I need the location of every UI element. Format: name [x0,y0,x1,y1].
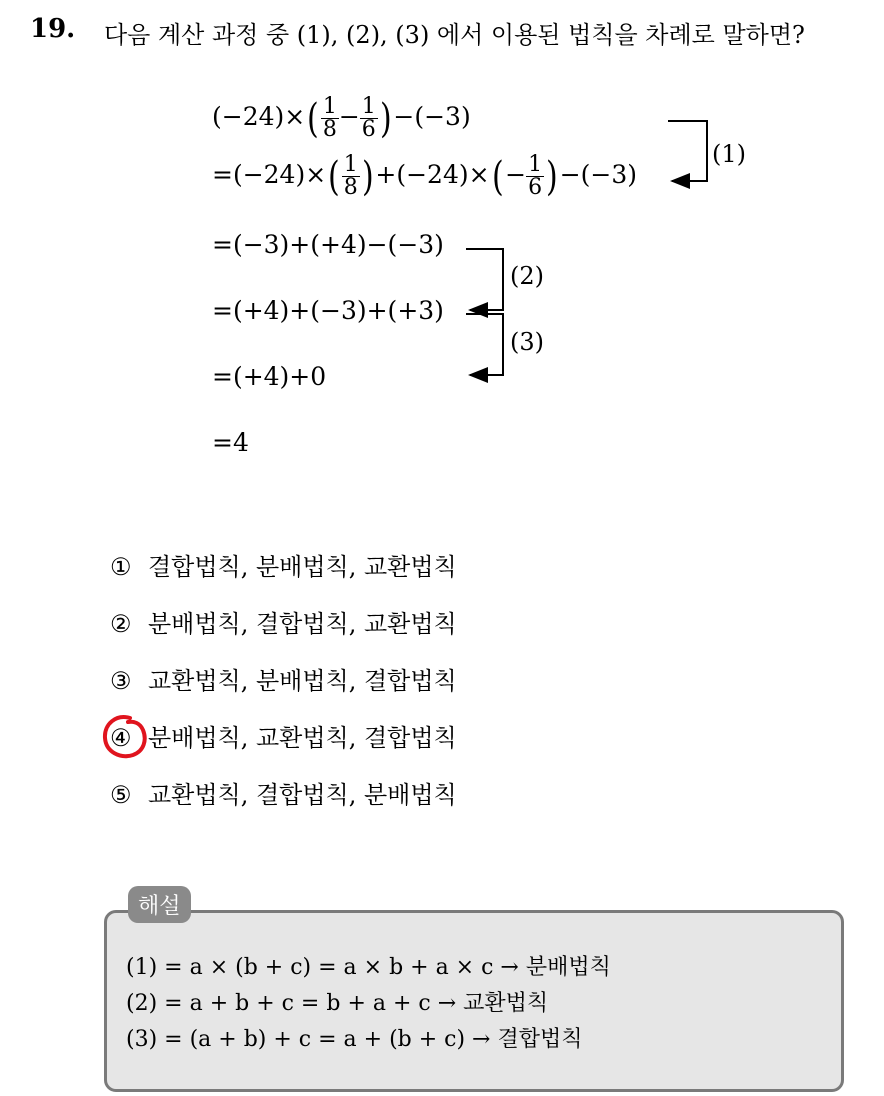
calc-line-3: =(−3)+(+4)−(−3) [212,230,444,259]
choice-2[interactable]: ② 분배법칙, 결합법칙, 교환법칙 [110,610,457,638]
choice-5[interactable]: ⑤ 교환법칙, 결합법칙, 분배법칙 [110,781,457,809]
solution-tag: 해설 [128,886,191,923]
choice-3[interactable]: ③ 교환법칙, 분배법칙, 결합법칙 [110,667,457,695]
arrow-step-2 [466,249,503,310]
fraction-1-8: $\frac{1}{8}$ [322,94,337,142]
answer-circle-icon [100,712,152,762]
fraction-1-6: $\frac{1}{6}$ [528,152,543,200]
calc-line-2: =(−24)×( $\frac{1}{8}$ )+(−24)×(− $\frac{1}{6}$ )−(−3) [212,152,638,200]
fraction-1-8: $\frac{1}{8}$ [343,152,358,200]
choice-4[interactable]: ④ 분배법칙, 교환법칙, 결합법칙 [110,724,457,752]
fraction-1-6: $\frac{1}{6}$ [361,94,376,142]
calc-line-6: =4 [212,428,249,457]
step-arrows [0,0,884,520]
step-label-3: (3) [510,328,544,356]
choice-1[interactable]: ① 결합법칙, 분배법칙, 교환법칙 [110,553,457,581]
calc-line-4: =(+4)+(−3)+(+3) [212,296,444,325]
step-label-1: (1) [712,140,746,168]
arrow-step-1 [668,121,707,181]
step-label-2: (2) [510,262,544,290]
solution-line-1: (1) = a × (b + c) = a × b + a × c → 분배법칙 [126,955,611,980]
question-text: 다음 계산 과정 중 (1), (2), (3) 에서 이용된 법칙을 차례로 말하면? [104,21,805,49]
calc-line-5: =(+4)+0 [212,362,327,391]
solution-line-2: (2) = a + b + c = b + a + c → 교환법칙 [126,991,549,1016]
calc-line-1: (−24)×( $\frac{1}{8}$ − $\frac{1}{6}$ )−(−3) [212,94,471,142]
solution-line-3: (3) = (a + b) + c = a + (b + c) → 결합법칙 [126,1027,583,1052]
arrow-step-3 [466,314,503,375]
question-number: 19. [30,14,76,44]
